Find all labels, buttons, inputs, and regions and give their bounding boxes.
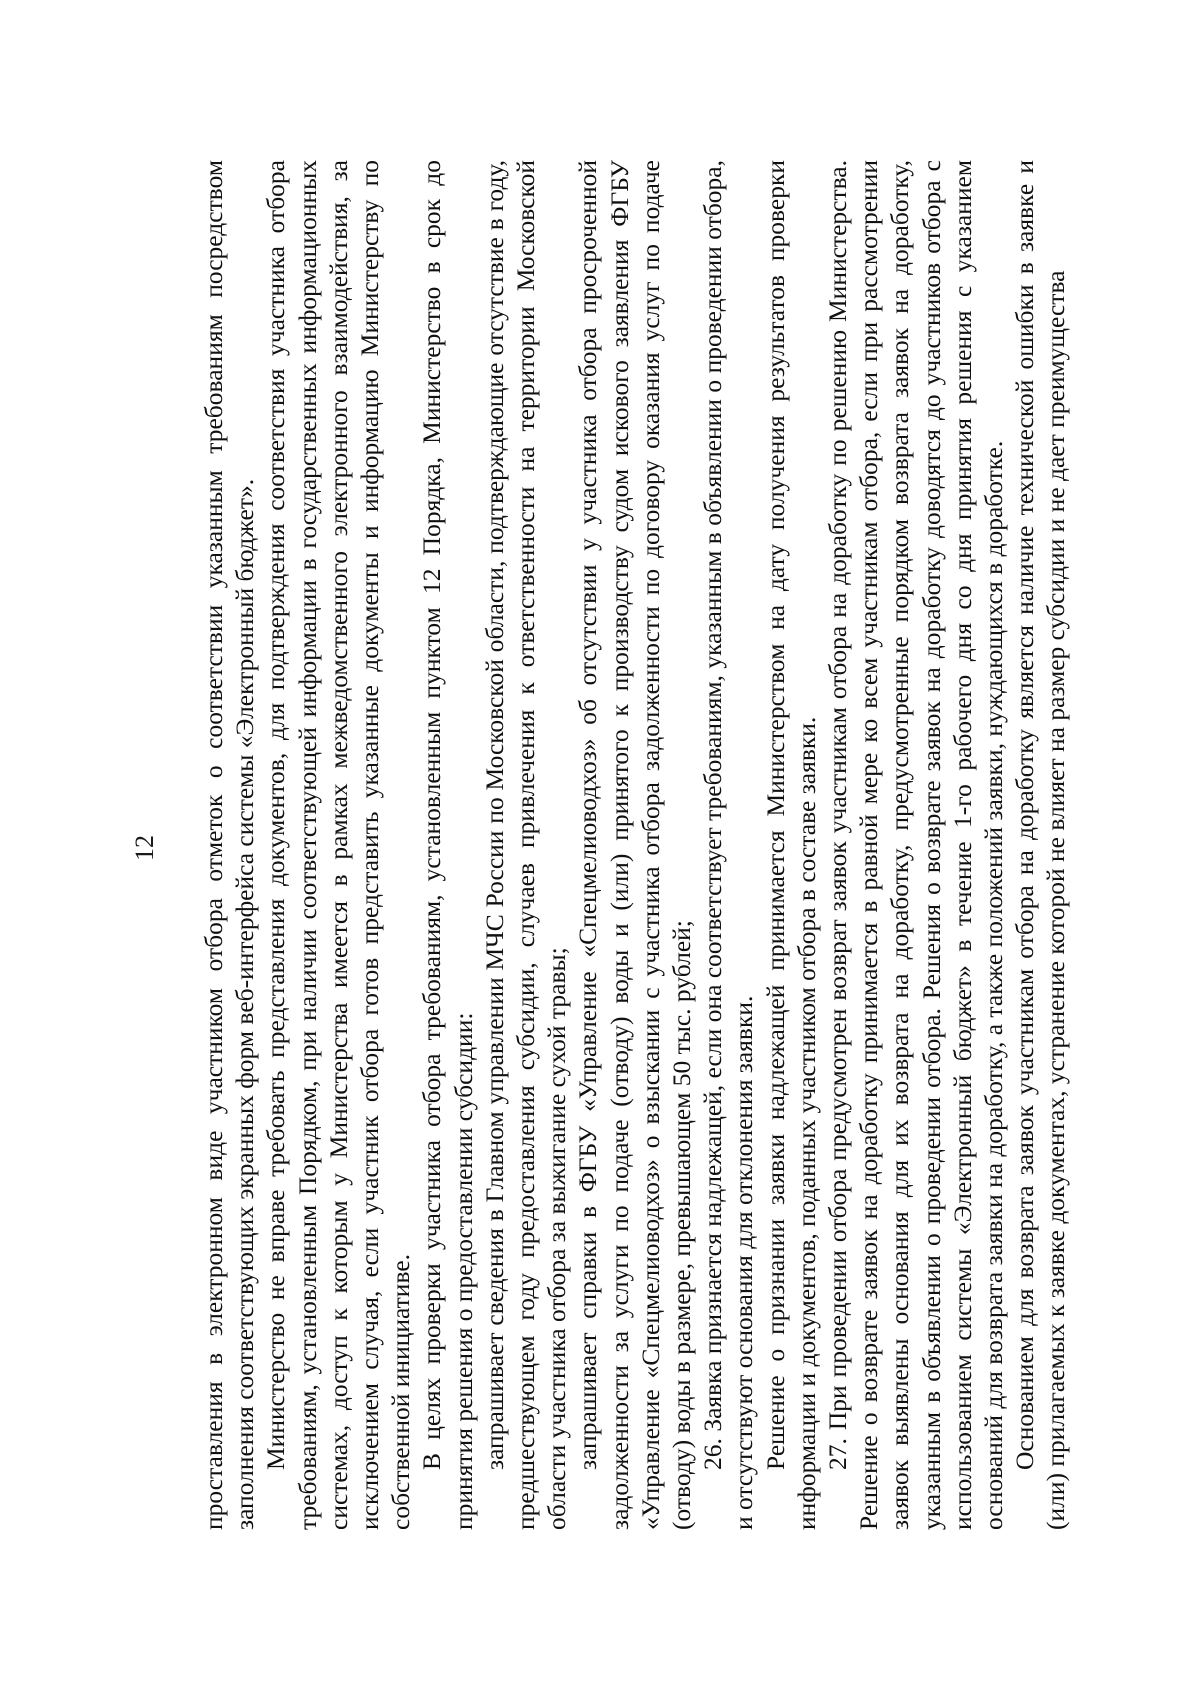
- paragraph: Основанием для возврата заявок участникам отбора на доработку является наличие технической ошибки в заявке и (или) прилагаемых к заявке документах, устранение которой не влияет на размер субсидии и не дает преимущества: [1010, 160, 1071, 1530]
- paragraph: 27. При проведении отбора предусмотрен возврат заявок участникам отбора на доработку по решению Министерства. Решение о возврате заявок на доработку принимается в равной мере ко всем участникам отбора, если при рассмотрении заявок выявлены основания для их возврата на доработку, предусмотренные порядком возврата заявок на доработку, указанным в объявлении о проведении отбора. Решения о возврате заявок на доработку доводятся до участников отбора с использованием системы «Электронный бюджет» в течение 1-го рабочего дня со дня принятия решения с указанием оснований для возврата заявки на доработку, а также положений заявки, нуждающихся в доработке.: [823, 160, 1009, 1530]
- paragraph: 26. Заявка признается надлежащей, если она соответствует требованиям, указанным в объявлении о проведении отбора, и отсутствуют основания для отклонения заявки.: [698, 160, 759, 1530]
- paragraph: Министерство не вправе требовать представления документов, для подтверждения соответствия участника отбора требованиям, установленным Порядком, при наличии соответствующей информации в государственных информационных системах, доступ к которым у Министерства имеется в рамках межведомственного электронного взаимодействия, за исключением случая, если участник отбора готов представить указанные документы и информацию Министерству по собственной инициативе.: [261, 160, 416, 1530]
- paragraph: запрашивает справки в ФГБУ «Управление «Спецмелиоводхоз» об отсутствии у участника отбора просроченной задолженности за услуги по подаче (отводу) воды и (или) принятого к производству судом искового заявления ФГБУ «Управление «Спецмелиоводхоз» о взыскании с участника отбора задолженности по договору оказания услуг по подаче (отводу) воды в размере, превышающем 50 тыс. рублей;: [573, 160, 697, 1530]
- paragraph: В целях проверки участника отбора требованиям, установленным пунктом 12 Порядка, Министерство в срок до принятия решения о предоставлении субсидии:: [417, 160, 478, 1530]
- paragraph: проставления в электронном виде участником отбора отметок о соответствии указанным требованиям посредством заполнения соответствующих экранных форм веб-интерфейса системы «Электронный бюджет».: [199, 160, 260, 1530]
- paragraph: Решение о признании заявки надлежащей принимается Министерством на дату получения результатов проверки информации и документов, поданных участником отбора в составе заявки.: [760, 160, 821, 1530]
- page-number: 12: [130, 835, 159, 861]
- rotated-page-content: [100, 48, 1100, 1648]
- document-body: [198, 160, 1072, 1530]
- paragraph: запрашивает сведения в Главном управлении МЧС России по Московской области, подтверждающие отсутствие в году, предшествующем году предоставления субсидии, случаев привлечения к ответственности на территории Московской области участника отбора за выжигание сухой травы;: [479, 160, 572, 1530]
